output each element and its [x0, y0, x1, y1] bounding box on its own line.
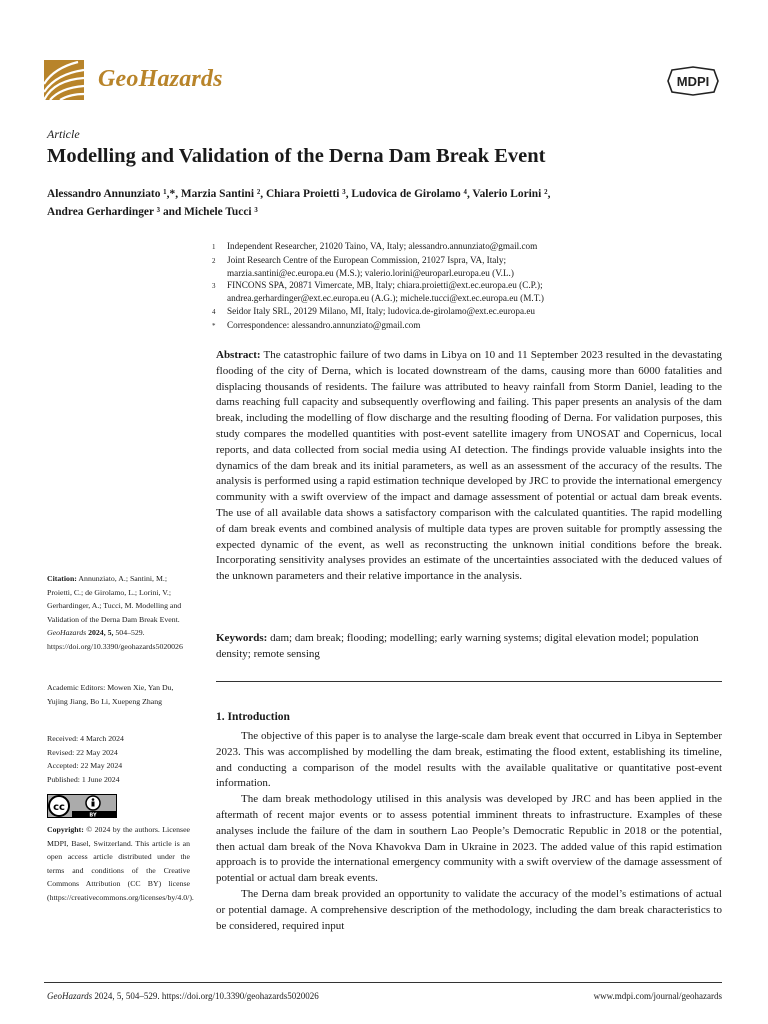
affiliation-line: Seidor Italy SRL, 20129 Milano, MI, Italy; ludovica.de-girolamo@ext.ec.europa.eu — [227, 305, 536, 316]
page-title: Modelling and Validation of the Derna Dam Break Event — [47, 145, 546, 167]
footer-citation — [47, 991, 319, 1001]
footer-journal: GeoHazards — [47, 991, 93, 1001]
copyright-notice — [47, 823, 194, 904]
abstract-text: The catastrophic failure of two dams in Libya on 10 and 11 September 2023 resulted in the devastating flooding of the city of Derna, which is located downstream of the dams, causing more than 6000 fatalities and displacing thousands of residents. The failure was attributed to heavy rainfall from Storm Daniel, leading to the dams reaching full capacity and subsequently overflowing and failing. This paper presents an analysis of the dam break, including the modelling of flow discharge and the resulting flooding of Derna. For validation purposes, this study compares the modelled quantities with post-event satellite imagery from UNOSAT and Copernicus, local reports, and data collected from social media using AI detection. The findings provide valuable insights into the dynamics of the dam break and its initial parameters, as well as an assessment of the accuracy of the results. The analysis is performed using a rapid estimation technique developed by JRC to provide the international emergency community with a swift overview of the impact and damage assessment of potential or actual dam break events. The use of all available data shows a satisfactory comparison with the calculated quantities. The rapid modelling of dam break events and combined analysis of multiple data types are proven suitable for promptly assessing the expected dynamic of the event, as well as reconstructing the unknown initial conditions before the break. Incorporating sensitivity analyses provides an estimate of the uncertainties associated with the deduced values of the unknown parameters and their relative importance in the analysis. — [216, 349, 723, 583]
affiliation-4 — [212, 305, 722, 319]
affiliation-line: andrea.gerhardinger@ext.ec.europa.eu (A.G.); michele.tucci@ext.ec.europa.eu (M.T.) — [227, 293, 544, 304]
section-heading: 1. Introduction — [216, 711, 290, 723]
publication-dates — [47, 732, 190, 786]
footer-journal-url[interactable]: www.mdpi.com/journal/geohazards — [593, 991, 722, 1001]
citation-label: Citation: — [47, 574, 77, 583]
paragraph: The dam break methodology utilised in this analysis was developed by JRC and has been applied in the aftermath of recent major events or to assess potential imminent threats to infrastructure. Examples of these analyses include the failure of the dam in southern Lao People’s Democratic Republic in 2018 or the potential, then actual dam break of the Nova Khavokva Dam in Ukraine in 2023. The added value of this rapid estimation approach is to provide the international emergency community with a swift overview of the damage assessment of potential or actual dam break events. — [216, 793, 722, 885]
mdpi-logo-text: MDPI — [676, 74, 710, 89]
citation-year-volume: 2024, 5, — [88, 628, 114, 637]
paragraph: The Derna dam break provided an opportunity to validate the accuracy of the model’s estimations of actual or potential damage. A comprehensive description of the methodology, including the dam break characteristics to be considered, required input — [216, 887, 722, 932]
authors-line-1: Alessandro Annunziato ¹,*, Marzia Santini ², Chiara Proietti ³, Ludovica de Girolamo ⁴, Valerio Lorini ², — [47, 188, 551, 200]
mdpi-logo — [666, 66, 720, 96]
abstract-label: Abstract: — [216, 349, 261, 361]
keywords-label: Keywords: — [216, 632, 268, 644]
geohazards-logo — [44, 60, 84, 100]
affiliation-line: Joint Research Centre of the European Commission, 21027 Ispra, VA, Italy; — [227, 254, 507, 265]
affiliation-number: 4 — [212, 307, 216, 316]
affiliation-line: Correspondence: alessandro.annunziato@gmail.com — [227, 319, 421, 330]
copyright-text: © 2024 by the authors. Licensee MDPI, Basel, Switzerland. This article is an open access article distributed under the terms and conditions of the Creative Commons Attribution (CC BY) license (https://creativecommons.org/licenses/by/4.0/). — [47, 825, 194, 902]
footer-citation-text[interactable]: 2024, 5, 504–529. https://doi.org/10.3390/geohazards5020026 — [94, 991, 319, 1001]
affiliations — [212, 240, 722, 333]
affiliation-number: 3 — [212, 282, 216, 291]
citation-doi-link[interactable]: 504–529. https://doi.org/10.3390/geohazards5020026 — [47, 628, 183, 651]
academic-editors: Academic Editors: Mowen Xie, Yan Du, Yujing Jiang, Bo Li, Xuepeng Zhang — [47, 683, 174, 706]
authors-line-2: Andrea Gerhardinger ³ and Michele Tucci ³ — [47, 206, 258, 218]
citation-block — [47, 572, 190, 653]
affiliation-number: * — [212, 321, 216, 330]
published-date: Published: 1 June 2024 — [47, 774, 120, 784]
journal-name: GeoHazards — [98, 66, 223, 92]
revised-date: Revised: 22 May 2024 — [47, 747, 118, 757]
copyright-label: Copyright: — [47, 825, 84, 834]
keywords — [216, 631, 722, 663]
introduction-body — [216, 729, 722, 934]
affiliation-3 — [212, 279, 722, 305]
footer-divider — [44, 982, 722, 983]
affiliation-number: 2 — [212, 256, 216, 265]
cc-logo-text: cc — [53, 802, 65, 813]
keywords-text: dam; dam break; flooding; modelling; early warning systems; digital elevation model; population density; remote sensing — [216, 632, 699, 660]
affiliation-line: FINCONS SPA, 20871 Vimercate, MB, Italy; chiara.proietti@ext.ec.europa.eu (C.P.); — [227, 280, 543, 291]
received-date: Received: 4 March 2024 — [47, 734, 124, 743]
by-logo-text: BY — [89, 812, 97, 818]
affiliation-line: Independent Researcher, 21020 Taino, VA, Italy; alessandro.annunziato@gmail.com — [227, 241, 538, 251]
abstract — [216, 348, 722, 585]
affiliation-number: 1 — [212, 243, 216, 251]
accepted-date: Accepted: 22 May 2024 — [47, 761, 123, 770]
author-list — [47, 185, 697, 221]
cc-by-license-icon[interactable] — [47, 794, 117, 818]
divider — [216, 681, 722, 682]
affiliation-1 — [212, 240, 722, 254]
paragraph: The objective of this paper is to analyse the large-scale dam break event that occurred in Libya in September 2023. This was accomplished by modelling the dam break, estimating the flood extent, establishing its timeline, and conducting a comparison of the model results with the available qualitative or quantitative post-event information. — [216, 730, 722, 790]
citation-journal: GeoHazards — [47, 628, 87, 637]
citation-text: Annunziato, A.; Santini, M.; Proietti, C.; de Girolamo, L.; Lorini, V.; Gerhardinger, A.; Tucci, M. Modelling and Validation of the Derna Dam Break Event. — [47, 574, 182, 624]
article-type: Article — [47, 127, 80, 141]
affiliation-2 — [212, 254, 722, 280]
affiliation-line: marzia.santini@ec.europa.eu (M.S.); valerio.lorini@europarl.europa.eu (V.L.) — [227, 267, 514, 278]
correspondence — [212, 319, 722, 333]
